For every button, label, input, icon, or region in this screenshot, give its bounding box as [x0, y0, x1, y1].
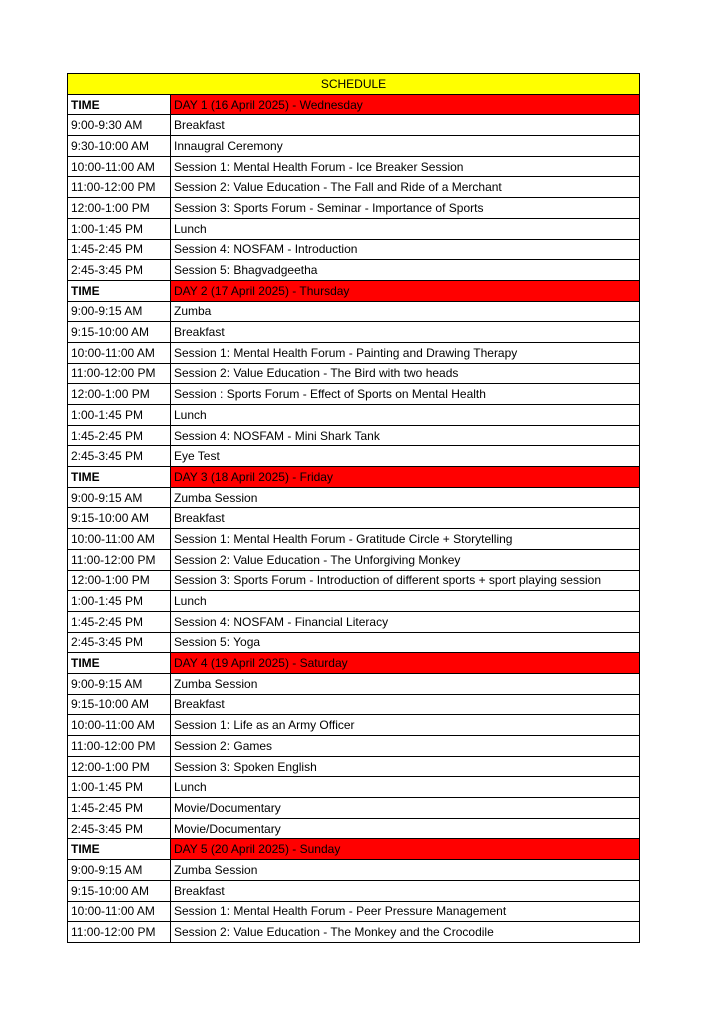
activity: Session : Sports Forum - Effect of Sports on Mental Health — [171, 384, 640, 405]
time-slot: 2:45-3:45 PM — [68, 446, 171, 467]
schedule-row — [68, 529, 640, 550]
activity: Session 4: NOSFAM - Introduction — [171, 239, 640, 260]
schedule-row — [68, 798, 640, 819]
activity: Lunch — [171, 218, 640, 239]
activity: Session 2: Value Education - The Fall and Ride of a Merchant — [171, 177, 640, 198]
activity: Session 5: Bhagvadgeetha — [171, 260, 640, 281]
activity: Zumba Session — [171, 673, 640, 694]
time-slot: 10:00-11:00 AM — [68, 342, 171, 363]
schedule-row — [68, 611, 640, 632]
time-slot: 9:15-10:00 AM — [68, 508, 171, 529]
schedule-row — [68, 818, 640, 839]
time-column-label: TIME — [68, 280, 171, 301]
time-slot: 11:00-12:00 PM — [68, 363, 171, 384]
activity: Session 1: Life as an Army Officer — [171, 715, 640, 736]
day-heading: DAY 2 (17 April 2025) - Thursday — [171, 280, 640, 301]
schedule-row — [68, 198, 640, 219]
schedule-title: SCHEDULE — [68, 74, 640, 95]
activity: Movie/Documentary — [171, 818, 640, 839]
time-slot: 1:00-1:45 PM — [68, 591, 171, 612]
time-slot: 11:00-12:00 PM — [68, 177, 171, 198]
schedule-body — [68, 74, 640, 943]
schedule-row — [68, 508, 640, 529]
time-slot: 12:00-1:00 PM — [68, 384, 171, 405]
schedule-title-row — [68, 74, 640, 95]
activity: Movie/Documentary — [171, 798, 640, 819]
activity: Lunch — [171, 777, 640, 798]
schedule-row — [68, 136, 640, 157]
day-header-row — [68, 839, 640, 860]
activity: Breakfast — [171, 880, 640, 901]
schedule-row — [68, 425, 640, 446]
time-slot: 1:00-1:45 PM — [68, 405, 171, 426]
day-heading: DAY 3 (18 April 2025) - Friday — [171, 467, 640, 488]
activity: Session 4: NOSFAM - Financial Literacy — [171, 611, 640, 632]
schedule-row — [68, 860, 640, 881]
schedule-row — [68, 177, 640, 198]
activity: Breakfast — [171, 694, 640, 715]
time-slot: 9:00-9:15 AM — [68, 673, 171, 694]
schedule-row — [68, 549, 640, 570]
time-slot: 1:45-2:45 PM — [68, 239, 171, 260]
activity: Session 5: Yoga — [171, 632, 640, 653]
schedule-table — [67, 73, 640, 943]
activity: Session 1: Mental Health Forum - Gratitude Circle + Storytelling — [171, 529, 640, 550]
time-slot: 10:00-11:00 AM — [68, 529, 171, 550]
schedule-row — [68, 901, 640, 922]
activity: Innaugral Ceremony — [171, 136, 640, 157]
schedule-row — [68, 342, 640, 363]
time-slot: 9:15-10:00 AM — [68, 694, 171, 715]
activity: Session 2: Games — [171, 736, 640, 757]
time-slot: 9:00-9:15 AM — [68, 487, 171, 508]
time-slot: 2:45-3:45 PM — [68, 632, 171, 653]
schedule-row — [68, 632, 640, 653]
time-slot: 9:15-10:00 AM — [68, 880, 171, 901]
time-column-label: TIME — [68, 839, 171, 860]
schedule-row — [68, 239, 640, 260]
time-slot: 9:00-9:30 AM — [68, 115, 171, 136]
time-slot: 1:00-1:45 PM — [68, 218, 171, 239]
time-slot: 1:45-2:45 PM — [68, 611, 171, 632]
day-header-row — [68, 280, 640, 301]
schedule-row — [68, 363, 640, 384]
activity: Breakfast — [171, 322, 640, 343]
activity: Lunch — [171, 591, 640, 612]
schedule-row — [68, 880, 640, 901]
time-slot: 10:00-11:00 AM — [68, 715, 171, 736]
time-column-label: TIME — [68, 653, 171, 674]
schedule-row — [68, 756, 640, 777]
schedule-row — [68, 384, 640, 405]
time-column-label: TIME — [68, 94, 171, 115]
schedule-row — [68, 591, 640, 612]
schedule-row — [68, 218, 640, 239]
day-header-row — [68, 94, 640, 115]
time-slot: 2:45-3:45 PM — [68, 818, 171, 839]
time-slot: 12:00-1:00 PM — [68, 570, 171, 591]
schedule-row — [68, 156, 640, 177]
activity: Session 3: Sports Forum - Seminar - Importance of Sports — [171, 198, 640, 219]
schedule-row — [68, 405, 640, 426]
time-slot: 12:00-1:00 PM — [68, 198, 171, 219]
schedule-row — [68, 736, 640, 757]
activity: Session 3: Spoken English — [171, 756, 640, 777]
activity: Session 1: Mental Health Forum - Peer Pressure Management — [171, 901, 640, 922]
activity: Zumba Session — [171, 860, 640, 881]
schedule-row — [68, 322, 640, 343]
time-slot: 9:00-9:15 AM — [68, 860, 171, 881]
activity: Session 4: NOSFAM - Mini Shark Tank — [171, 425, 640, 446]
activity: Zumba — [171, 301, 640, 322]
time-column-label: TIME — [68, 467, 171, 488]
time-slot: 11:00-12:00 PM — [68, 922, 171, 943]
activity: Session 2: Value Education - The Bird with two heads — [171, 363, 640, 384]
day-header-row — [68, 467, 640, 488]
schedule-row — [68, 922, 640, 943]
activity: Eye Test — [171, 446, 640, 467]
schedule-row — [68, 673, 640, 694]
activity: Zumba Session — [171, 487, 640, 508]
day-heading: DAY 5 (20 April 2025) - Sunday — [171, 839, 640, 860]
activity: Session 2: Value Education - The Monkey and the Crocodile — [171, 922, 640, 943]
day-heading: DAY 4 (19 April 2025) - Saturday — [171, 653, 640, 674]
activity: Session 1: Mental Health Forum - Painting and Drawing Therapy — [171, 342, 640, 363]
activity: Lunch — [171, 405, 640, 426]
schedule-row — [68, 694, 640, 715]
day-header-row — [68, 653, 640, 674]
schedule-row — [68, 446, 640, 467]
time-slot: 11:00-12:00 PM — [68, 549, 171, 570]
time-slot: 10:00-11:00 AM — [68, 156, 171, 177]
schedule-row — [68, 260, 640, 281]
time-slot: 9:15-10:00 AM — [68, 322, 171, 343]
schedule-row — [68, 487, 640, 508]
schedule-row — [68, 777, 640, 798]
activity: Session 2: Value Education - The Unforgiving Monkey — [171, 549, 640, 570]
schedule-row — [68, 715, 640, 736]
time-slot: 9:00-9:15 AM — [68, 301, 171, 322]
time-slot: 11:00-12:00 PM — [68, 736, 171, 757]
activity: Session 3: Sports Forum - Introduction of different sports + sport playing session — [171, 570, 640, 591]
time-slot: 10:00-11:00 AM — [68, 901, 171, 922]
schedule-row — [68, 301, 640, 322]
time-slot: 9:30-10:00 AM — [68, 136, 171, 157]
activity: Breakfast — [171, 508, 640, 529]
time-slot: 12:00-1:00 PM — [68, 756, 171, 777]
schedule-row — [68, 115, 640, 136]
time-slot: 1:45-2:45 PM — [68, 798, 171, 819]
activity: Session 1: Mental Health Forum - Ice Breaker Session — [171, 156, 640, 177]
time-slot: 1:00-1:45 PM — [68, 777, 171, 798]
activity: Breakfast — [171, 115, 640, 136]
time-slot: 2:45-3:45 PM — [68, 260, 171, 281]
time-slot: 1:45-2:45 PM — [68, 425, 171, 446]
day-heading: DAY 1 (16 April 2025) - Wednesday — [171, 94, 640, 115]
schedule-row — [68, 570, 640, 591]
